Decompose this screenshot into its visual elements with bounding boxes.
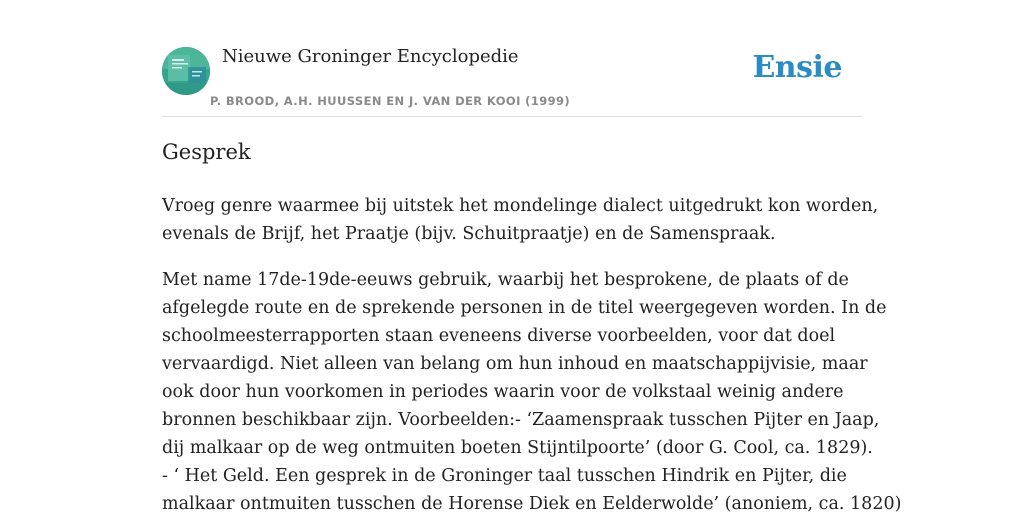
entry-paragraph <box>162 266 902 512</box>
paragraph-line: malkaar ontmuiten tusschen de Horense Diek en Eelderwolde’ (anoniem, ca. 1820) <box>162 494 902 512</box>
paragraph-line: evenals de Brijf, het Praatje (bijv. Schuitpraatje) en de Samenspraak. <box>162 224 776 244</box>
brand-logo-link[interactable]: Ensie <box>752 50 842 85</box>
paragraph-line: dij malkaar op de weg ontmuiten boeten Stijntilpoorte’ (door G. Cool, ca. 1829). <box>162 438 873 458</box>
source-title[interactable]: Nieuwe Groninger Encyclopedie <box>222 46 519 67</box>
paragraph-line: schoolmeesterrapporten staan eveneens diverse voorbeelden, voor dat doel <box>162 326 836 346</box>
paragraph-line: ook door hun voorkomen in periodes waarin voor de volkstaal weinig andere <box>162 382 844 402</box>
paragraph-line: vervaardigd. Niet alleen van belang om hun inhoud en maatschappijvisie, maar <box>162 354 868 374</box>
paragraph-line: Met name 17de-19de-eeuws gebruik, waarbij het besprokene, de plaats of de <box>162 270 849 290</box>
book-cover-thumbnail-icon[interactable] <box>162 47 210 95</box>
entry-paragraph <box>162 192 879 248</box>
paragraph-line: afgelegde route en de sprekende personen in de titel weergegeven worden. In de <box>162 298 887 318</box>
paragraph-line: Vroeg genre waarmee bij uitstek het mondelinge dialect uitgedrukt kon worden, <box>162 196 879 216</box>
paragraph-line: bronnen beschikbaar zijn. Voorbeelden:- ‘Zaamenspraak tusschen Pijter en Jaap, <box>162 410 880 430</box>
entry-content <box>162 192 902 512</box>
page <box>162 0 902 512</box>
source-authors: P. BROOD, A.H. HUUSSEN EN J. VAN DER KOOI (1999) <box>210 94 571 108</box>
source-header <box>162 0 862 117</box>
paragraph-line: - ‘ Het Geld. Een gesprek in de Groninger taal tusschen Hindrik en Pijter, die <box>162 466 847 486</box>
entry-title: Gesprek <box>162 140 251 164</box>
